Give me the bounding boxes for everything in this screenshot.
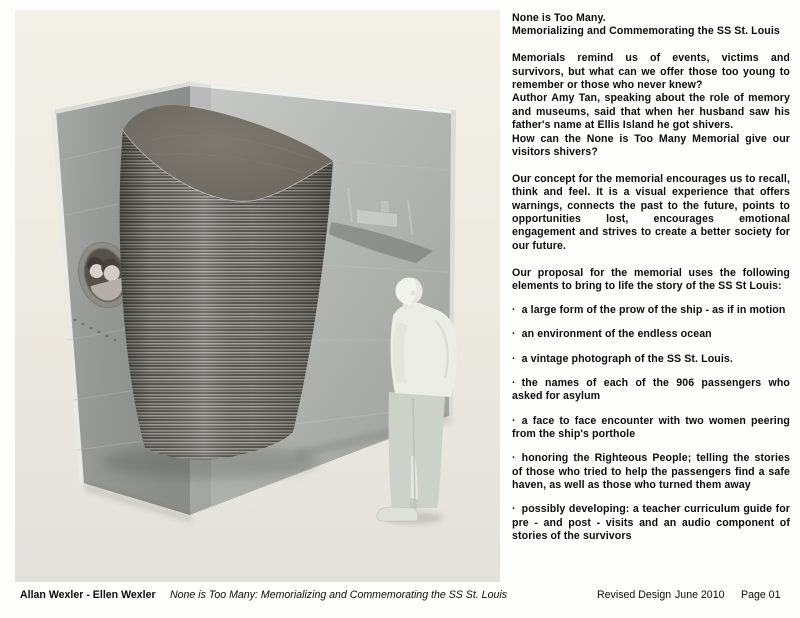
bullet-dot: · — [512, 452, 516, 465]
paragraph-amy-tan: Author Amy Tan, speaking about the role of memory and museums, said that when her husband saw his father's name at Ellis Island he got shivers. — [512, 92, 790, 132]
bullet-text: the names of each of the 906 passengers who asked for asylum — [512, 376, 790, 403]
figure-ear — [411, 290, 416, 296]
paragraph-question: How can the None is Too Many Memorial give our visitors shivers? — [512, 132, 790, 159]
bullet-text: a face to face encounter with two women peering from the ship's porthole — [512, 414, 790, 440]
bullet-item-encounter — [512, 415, 790, 442]
bullet-text: honoring the Righteous People; telling the stories of those who tried to help the passengers find a safe haven, as well as those who turned them away — [512, 452, 790, 491]
bullet-dot: · — [512, 414, 516, 427]
bullet-item-ocean — [512, 328, 790, 341]
footer-date: June 2010 — [675, 589, 725, 601]
footer-doc-title: None is Too Many: Memorializing and Commemorating the SS St. Louis — [170, 589, 507, 601]
paragraph-concept: Our concept for the memorial encourages us to recall, think and feel. It is a visual experience that offers warnings, connects the past to the future, points to opportunities lost, encourages emotional engagement and strives to create a better society for our future. — [512, 172, 790, 252]
bullet-item-curriculum — [512, 503, 790, 543]
bullet-text: an environment of the endless ocean — [521, 328, 712, 341]
paragraph-proposal: Our proposal for the memorial uses the following elements to bring to life the story of the SS St Louis: — [512, 266, 790, 293]
figure-hand — [397, 382, 407, 392]
paragraph-memorials: Memorials remind us of events, victims and survivors, but what can we offer those too young to remember or those who never knew? — [512, 52, 790, 92]
bullet-dot: · — [512, 503, 516, 516]
title-line-2: Memorializing and Commemorating the SS St. Louis — [512, 25, 780, 38]
bullet-item-prow — [512, 304, 790, 317]
figure-front-shoe — [377, 507, 418, 521]
bullet-item-names — [512, 377, 790, 404]
bullet-text: a vintage photograph of the SS St. Louis. — [521, 352, 733, 365]
footer-page-number: Page 01 — [741, 589, 781, 601]
footer-authors: Allan Wexler - Ellen Wexler — [20, 589, 156, 601]
bullet-dot: · — [512, 352, 516, 365]
title-line-1: None is Too Many. — [512, 12, 606, 24]
model-photo-canvas — [15, 10, 500, 582]
bullet-dot: · — [512, 376, 516, 389]
bullet-text: possibly developing: a teacher curriculum guide for pre - and post - visits and an audio component of stories of the survivors — [512, 503, 790, 542]
bullet-item-photograph — [512, 353, 790, 366]
bullet-dot: · — [512, 328, 516, 341]
model-photo — [15, 10, 500, 582]
footer-revision: Revised Design — [597, 589, 672, 601]
bullet-dot: · — [512, 304, 516, 317]
bullet-text: a large form of the prow of the ship - as if in motion — [521, 304, 786, 317]
text-column — [512, 12, 790, 543]
bullet-item-righteous — [512, 452, 790, 492]
